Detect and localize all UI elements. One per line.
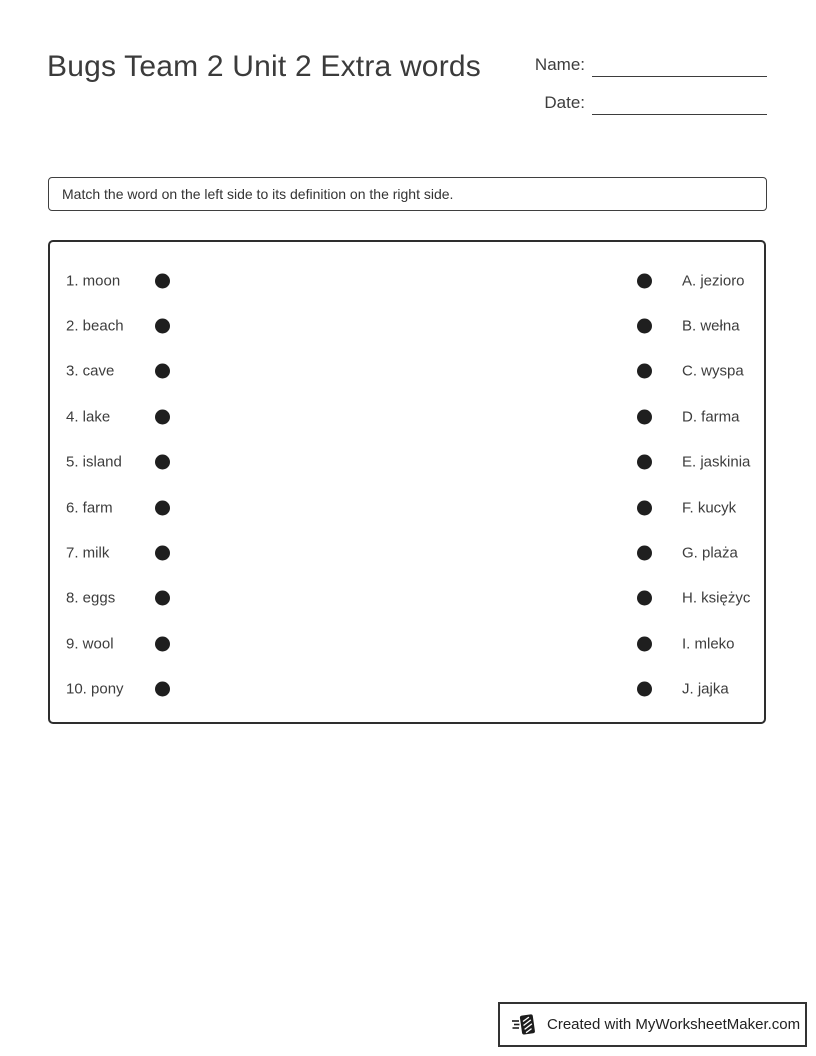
- left-item-label: 6. farm: [66, 499, 113, 517]
- left-match-dot: [155, 364, 170, 379]
- right-match-dot: [637, 636, 652, 651]
- left-item-label: 7. milk: [66, 544, 110, 562]
- match-row: [50, 667, 764, 712]
- matching-exercise-box: [48, 240, 766, 724]
- match-row: [50, 530, 764, 575]
- name-field-row: [500, 50, 767, 77]
- match-row: [50, 349, 764, 394]
- right-match-dot: [637, 546, 652, 561]
- name-field-line: [592, 53, 767, 77]
- left-item-label: 2. beach: [66, 317, 124, 335]
- left-match-dot: [155, 636, 170, 651]
- right-match-dot: [637, 319, 652, 334]
- right-item-label: B. wełna: [682, 317, 740, 335]
- right-match-dot: [637, 409, 652, 424]
- left-match-dot: [155, 409, 170, 424]
- right-item-label: I. mleko: [682, 635, 735, 653]
- date-field-row: [500, 88, 767, 115]
- left-match-dot: [155, 319, 170, 334]
- right-match-dot: [637, 682, 652, 697]
- right-item-label: G. plaża: [682, 544, 738, 562]
- left-match-dot: [155, 455, 170, 470]
- match-row: [50, 303, 764, 348]
- right-item-label: H. księżyc: [682, 589, 751, 607]
- left-match-dot: [155, 591, 170, 606]
- left-match-dot: [155, 273, 170, 288]
- right-match-dot: [637, 500, 652, 515]
- credit-badge: [498, 1002, 807, 1047]
- right-match-dot: [637, 591, 652, 606]
- match-row: [50, 258, 764, 303]
- date-field-line: [592, 91, 767, 115]
- name-label: Name:: [534, 55, 585, 74]
- match-row: [50, 576, 764, 621]
- right-item-label: C. wyspa: [682, 362, 744, 380]
- instructions-text: Match the word on the left side to its definition on the right side.: [62, 186, 454, 202]
- left-item-label: 5. island: [66, 453, 122, 471]
- right-item-label: A. jezioro: [682, 272, 745, 290]
- left-match-dot: [155, 682, 170, 697]
- matching-rows: [50, 258, 764, 712]
- right-item-label: F. kucyk: [682, 499, 737, 517]
- left-match-dot: [155, 546, 170, 561]
- left-item-label: 1. moon: [66, 272, 121, 290]
- left-item-label: 4. lake: [66, 408, 111, 426]
- match-row: [50, 440, 764, 485]
- credit-text: Created with MyWorksheetMaker.com: [547, 1016, 801, 1033]
- date-label: Date:: [544, 93, 585, 112]
- right-match-dot: [637, 273, 652, 288]
- right-item-label: E. jaskinia: [682, 453, 751, 471]
- right-match-dot: [637, 364, 652, 379]
- instructions-box: [48, 177, 767, 211]
- match-row: [50, 394, 764, 439]
- left-item-label: 9. wool: [66, 635, 114, 653]
- left-item-label: 10. pony: [66, 680, 124, 698]
- left-match-dot: [155, 500, 170, 515]
- name-date-block: [500, 50, 767, 115]
- match-row: [50, 485, 764, 530]
- myworksheetmaker-logo-icon: [511, 1011, 539, 1039]
- match-row: [50, 621, 764, 666]
- right-item-label: D. farma: [682, 408, 740, 426]
- right-match-dot: [637, 455, 652, 470]
- left-item-label: 8. eggs: [66, 589, 116, 607]
- left-item-label: 3. cave: [66, 362, 115, 380]
- page-title: Bugs Team 2 Unit 2 Extra words: [47, 50, 481, 83]
- right-item-label: J. jajka: [682, 680, 729, 698]
